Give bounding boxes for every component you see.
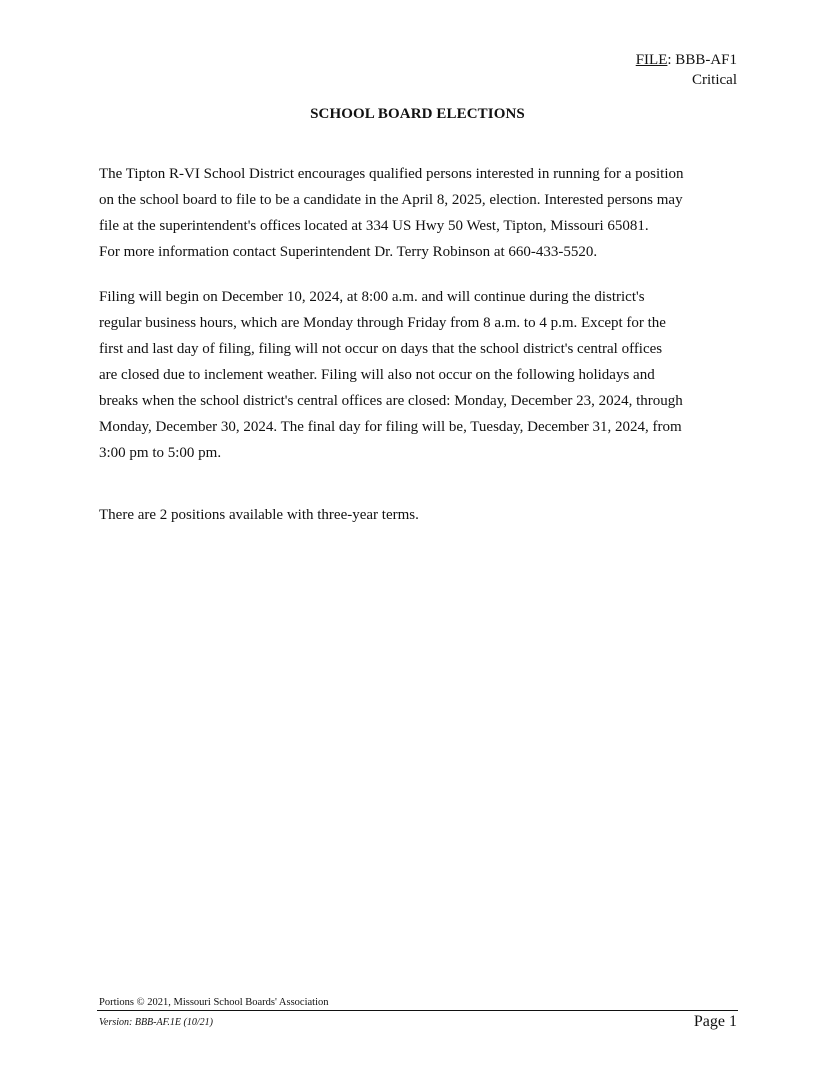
file-code xyxy=(636,50,737,70)
footer-divider xyxy=(97,1010,738,1011)
paragraph-candidacy xyxy=(99,161,744,265)
page-title: SCHOOL BOARD ELECTIONS xyxy=(310,106,525,122)
file-label: FILE xyxy=(635,52,668,68)
footer-copyright: Portions © 2021, Missouri School Boards' Association xyxy=(99,997,329,1008)
paragraph-line: file at the superintendent's offices located at 334 US Hwy 50 West, Tipton, Missouri 65081. xyxy=(99,218,649,234)
paragraph-positions xyxy=(99,502,744,528)
paragraph-line: breaks when the school district's central offices are closed: Monday, December 23, 2024, through xyxy=(99,393,683,409)
paragraph-line: Filing will begin on December 10, 2024, at 8:00 a.m. and will continue during the district's xyxy=(99,289,645,305)
paragraph-line: 3:00 pm to 5:00 pm. xyxy=(99,445,222,461)
classification-label: Critical xyxy=(692,72,737,88)
file-reference xyxy=(636,50,737,90)
paragraph-line: Monday, December 30, 2024. The final day for filing will be, Tuesday, December 31, 2024, from xyxy=(99,419,682,435)
footer-version: Version: BBB-AF.1E (10/21) xyxy=(99,1017,213,1028)
paragraph-line: are closed due to inclement weather. Filing will also not occur on the following holidays and xyxy=(99,367,655,383)
paragraph-line: For more information contact Superintendent Dr. Terry Robinson at 660-433-5520. xyxy=(99,244,598,260)
paragraph-line: There are 2 positions available with three-year terms. xyxy=(99,507,419,523)
page-number: Page 1 xyxy=(693,1013,737,1030)
paragraph-line: The Tipton R-VI School District encourages qualified persons interested in running for a position xyxy=(99,166,684,182)
paragraph-line: first and last day of filing, filing will not occur on days that the school district's central offices xyxy=(99,341,663,357)
file-value: : BBB-AF1 xyxy=(667,52,737,68)
paragraph-filing-schedule xyxy=(99,284,744,466)
paragraph-line: on the school board to file to be a candidate in the April 8, 2025, election. Interested persons may xyxy=(99,192,683,208)
paragraph-line: regular business hours, which are Monday through Friday from 8 a.m. to 4 p.m. Except for the xyxy=(99,315,666,331)
